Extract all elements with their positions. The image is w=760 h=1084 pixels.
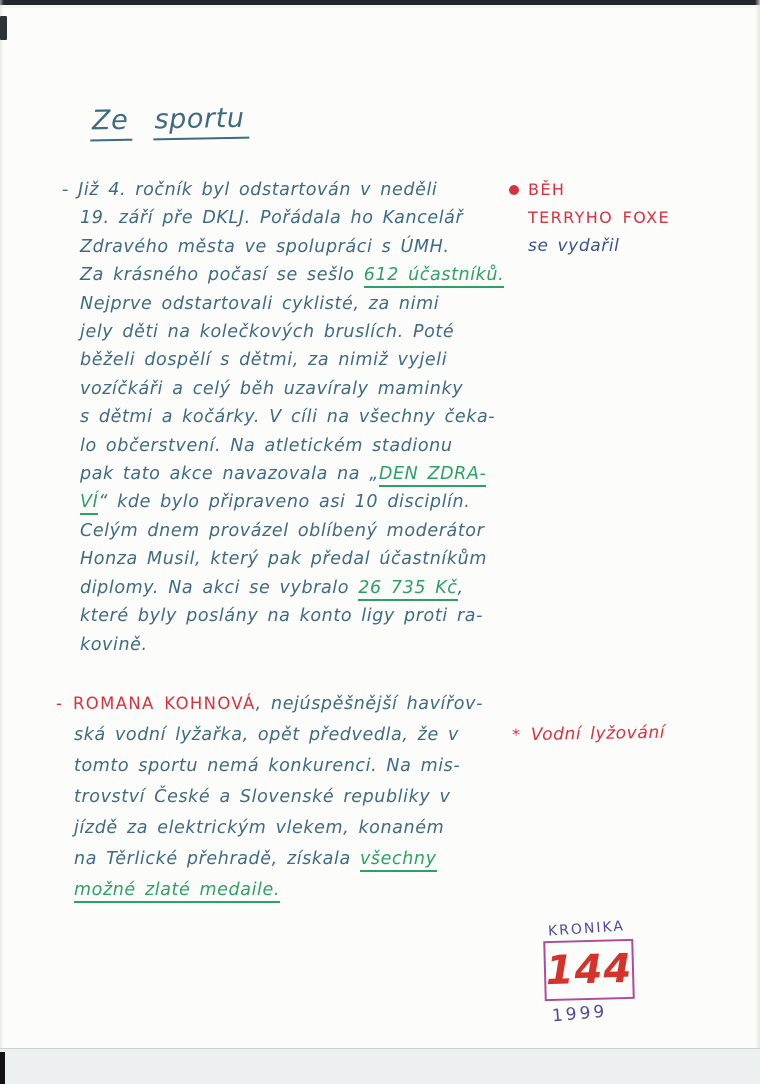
handwriting-line (80, 261, 504, 289)
scan-edge-bottom (0, 1048, 760, 1084)
text-segment: VÍ (80, 492, 98, 515)
text-segment: jely děti na kolečkových bruslích. Poté (80, 322, 455, 343)
handwriting-line (56, 688, 483, 720)
handwriting-line (528, 176, 670, 204)
text-segment: diplomy. Na akci se vybralo (80, 577, 359, 598)
text-segment: pak tato akce navazovala na „ (80, 464, 379, 485)
page-title (90, 103, 257, 142)
text-segment: všechny (360, 849, 437, 872)
handwriting-line (80, 602, 504, 630)
stamp-year: 1999 (551, 1001, 609, 1027)
text-segment: jízdě za elektrickým vlekem, konaném (74, 818, 445, 838)
handwriting-line (80, 204, 504, 232)
handwriting-line (528, 232, 670, 260)
text-segment: běželi dospělí s dětmi, za nimiž vyjeli (80, 350, 448, 371)
text-segment: , (457, 577, 464, 598)
text-segment: TERRYHO FOXE (528, 208, 670, 227)
text-segment: 612 účastníků. (364, 265, 505, 288)
text-segment: ská vodní lyžařka, opět předvedla, že v (74, 725, 459, 745)
page-title-word: sportu (152, 103, 249, 141)
text-segment: s dětmi a kočárky. V cíli na všechny čeka- (80, 407, 496, 428)
handwriting-line (80, 517, 504, 545)
text-segment: které byly poslány na konto ligy proti ra- (80, 606, 483, 627)
paragraph-romana-kohnova (56, 688, 483, 906)
text-segment: Zdravého města ve spolupráci s ÚMH. (80, 236, 450, 257)
scan-artifact-bottom-left (0, 1052, 5, 1084)
handwriting-line (80, 290, 504, 318)
handwriting-line (80, 574, 504, 602)
text-segment: se vydařil (528, 236, 620, 256)
text-segment: vozíčkáři a celý běh uzavíraly maminky (80, 378, 464, 399)
text-segment: Honza Musil, který pak předal účastníkům (80, 549, 487, 570)
handwriting-line (74, 813, 483, 844)
text-segment: tomto sportu nemá konkurenci. Na mis- (74, 756, 461, 776)
margin-note-lines (528, 176, 670, 260)
handwriting-line (74, 844, 483, 875)
handwriting-line (80, 375, 504, 403)
text-segment: - ROMANA KOHNOVÁ (56, 694, 256, 713)
handwriting-line (74, 720, 483, 751)
stamp-number-box (543, 939, 635, 1001)
handwriting-line (80, 631, 504, 659)
text-segment: * (511, 725, 532, 745)
handwriting-line (80, 432, 504, 460)
text-segment: 19. září pře DKLJ. Pořádala ho Kancelář (80, 208, 464, 229)
handwriting-line (80, 346, 504, 374)
text-segment: - Již 4. ročník byl odstartován v neděli (62, 180, 438, 200)
scan-edge-left (0, 0, 4, 1084)
handwriting-line (74, 875, 483, 906)
text-segment: Za krásného počasí se sešlo (80, 265, 364, 286)
handwriting-line (80, 545, 504, 573)
page-number: 144 (545, 945, 633, 995)
text-segment: BĚH (528, 180, 566, 199)
stamp-label: KRONIKA (547, 918, 626, 940)
text-segment: Nejprve odstartovali cyklisté, za nimi (80, 293, 440, 314)
handwriting-line (528, 204, 670, 232)
handwriting-line (512, 719, 666, 750)
handwriting-line (74, 751, 483, 782)
handwriting-line (80, 403, 504, 431)
scan-edge-right (755, 0, 760, 1084)
text-segment: trovství České a Slovenské republiky v (74, 787, 451, 807)
handwriting-line (74, 782, 483, 813)
scan-artifact-top-left (0, 16, 7, 40)
handwriting-line (80, 488, 504, 516)
text-segment: možné zlaté medaile. (74, 880, 280, 903)
page-title-word: Ze (90, 105, 133, 142)
chronicle-page-stamp (540, 918, 650, 1027)
text-segment: Celým dnem provázel oblíbený moderátor (80, 520, 485, 541)
text-segment: Vodní lyžování (530, 722, 666, 746)
text-segment: 26 735 Kč (358, 578, 457, 601)
text-segment: kovině. (80, 634, 148, 655)
red-bullet-icon (509, 185, 519, 195)
handwriting-line (80, 233, 504, 261)
paragraph-terry-fox-run (62, 176, 505, 659)
text-segment: lo občerstvení. Na atletickém stadionu (80, 435, 453, 456)
handwriting-line (62, 176, 504, 204)
scan-edge-top-highlight (0, 5, 760, 8)
text-segment: na Těrlické přehradě, získala (74, 849, 360, 869)
margin-note-water-skiing (512, 719, 666, 750)
text-segment: “ kde bylo připraveno asi 10 disciplín. (98, 492, 471, 513)
handwriting-line (80, 318, 504, 346)
handwriting-line (80, 460, 504, 488)
text-segment: , nejúspěšnější havířov- (255, 694, 483, 714)
text-segment: DEN ZDRA- (379, 464, 487, 487)
margin-note-terry-fox (528, 176, 670, 260)
